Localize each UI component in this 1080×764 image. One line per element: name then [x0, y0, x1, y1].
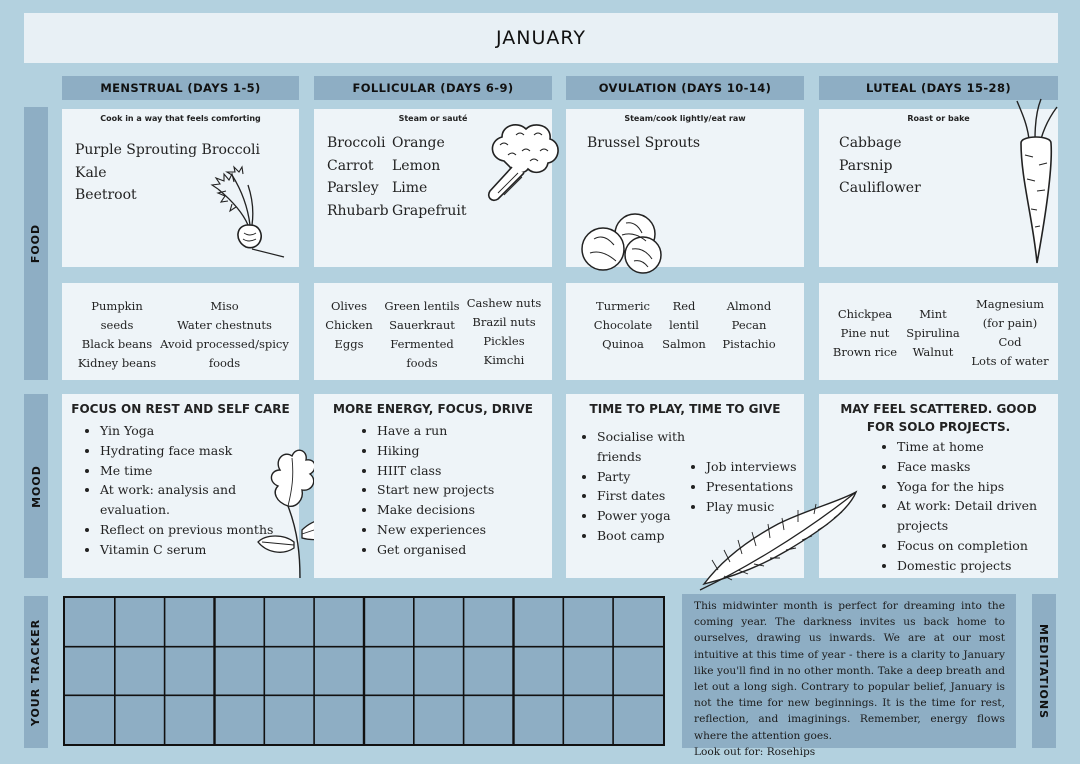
vegetable-list-1 — [327, 132, 389, 222]
list-item: Parsnip — [839, 157, 893, 174]
list-item: • Focus on completion — [897, 536, 1053, 556]
pantry-columns — [590, 297, 786, 353]
list-item: Carrot — [327, 157, 374, 174]
pantry-column — [74, 297, 160, 373]
food-card-follicular — [314, 109, 552, 267]
list-item: Black beans — [81, 337, 153, 351]
mood-card-menstrual — [62, 394, 299, 578]
list-item: • Power yoga — [597, 506, 697, 526]
pantry-columns — [74, 297, 289, 373]
list-item: • Start new projects — [377, 480, 494, 500]
list-item: Lime — [392, 180, 428, 196]
vegetable-list-2 — [392, 132, 466, 222]
list-item: Orange — [392, 135, 445, 151]
pantry-column — [590, 297, 656, 353]
list-item: • Party — [597, 467, 697, 487]
list-item: • First dates — [597, 486, 697, 506]
list-item: Mint — [919, 306, 947, 321]
feather-illustration — [698, 488, 860, 592]
list-item: Parsley — [327, 180, 379, 196]
list-item: Quinoa — [602, 336, 644, 351]
list-item: • Vitamin C serum — [100, 540, 296, 560]
pantry-columns — [829, 295, 1055, 371]
list-item: • Make decisions — [377, 500, 494, 520]
list-item: • Time at home — [897, 437, 1053, 457]
look-out-for: Look out for: Rosehips — [694, 745, 816, 758]
list-item: Purple Sprouting Broccoli — [75, 142, 261, 158]
list-item: Chickpea — [837, 306, 893, 321]
list-item: Fermented foods — [390, 337, 454, 370]
pantry-column — [712, 297, 786, 353]
vegetable-list — [587, 132, 700, 155]
side-label-mood: MOOD — [24, 394, 48, 578]
list-item: Chicken — [325, 318, 373, 332]
mood-list-1 — [597, 427, 697, 546]
side-label-tracker: YOUR TRACKER — [24, 596, 48, 748]
list-item: Sauerkraut — [389, 318, 455, 332]
list-item: Turmeric — [596, 298, 650, 313]
list-item: Pine nut — [840, 325, 890, 340]
beetroot-illustration — [208, 171, 288, 257]
list-item: • Yin Yoga — [100, 421, 296, 441]
list-item: Kidney beans — [77, 356, 157, 370]
pantry-column — [656, 297, 712, 353]
side-label-meditations: MEDITATIONS — [1032, 594, 1056, 748]
meditation-text-box — [682, 594, 1016, 758]
list-item: • New experiences — [377, 520, 494, 540]
list-item: Pecan — [731, 317, 767, 332]
mood-list — [377, 421, 494, 560]
mood-title: MAY FEEL SCATTERED. GOOD FOR SOLO PROJECTS. — [840, 402, 1037, 434]
tracker-grid-lines — [65, 598, 663, 744]
list-item: • Have a run — [377, 421, 494, 441]
list-item: • Hydrating face mask — [100, 441, 296, 461]
pantry-column — [382, 297, 462, 373]
pantry-columns — [316, 297, 550, 373]
pantry-column — [316, 297, 382, 373]
list-item: Pickles — [483, 334, 525, 348]
cooking-note: Steam/cook lightly/eat raw — [624, 114, 746, 123]
list-item: Pumpkin seeds — [91, 299, 143, 332]
list-item: Red lentil — [669, 298, 699, 332]
meditation-paragraph: This midwinter month is perfect for dreaming into the coming year. The darkness invites us back home to ourselves, drawing us inwards. We are at our most intuitive at this time of year - there is a clarity to January like you'll find in no other month. Take a deep breath and let out a long sigh. Contrary to popular belief, January is not the time for new beginnings. It is the time for rest, reflection, and imaginings. Remember, energy flows where the attention goes. — [694, 600, 1005, 742]
list-item: Spirulina — [906, 325, 960, 340]
list-item: Miso — [210, 299, 239, 313]
pantry-column — [965, 295, 1055, 371]
list-item: • Yoga for the hips — [897, 477, 1053, 497]
food-card-ovulation — [566, 109, 804, 267]
list-item: • Hiking — [377, 441, 494, 461]
brussel-sprouts-illustration — [580, 209, 670, 273]
mood-list — [897, 437, 1053, 576]
pantry-card-follicular — [314, 283, 552, 380]
list-item: • Reflect on previous months — [100, 520, 296, 540]
food-card-menstrual — [62, 109, 299, 267]
pantry-column — [901, 295, 965, 371]
list-item: Walnut — [912, 344, 954, 359]
pantry-column — [160, 297, 289, 373]
list-item: Eggs — [334, 337, 364, 351]
list-item: Cashew nuts — [466, 296, 542, 310]
phase-header-menstrual: MENSTRUAL (DAYS 1-5) — [62, 76, 299, 100]
list-item: Grapefruit — [392, 202, 467, 219]
list-item: Pistachio — [722, 336, 776, 351]
phase-header-follicular: FOLLICULAR (DAYS 6-9) — [314, 76, 552, 100]
list-item: Rhubarb — [327, 202, 389, 219]
list-item: Cod — [998, 335, 1022, 349]
list-item: Magnesium (for pain) — [975, 297, 1045, 330]
list-item: • Domestic projects — [897, 556, 1053, 576]
tracker-grid[interactable] — [63, 596, 665, 746]
phase-header-ovulation: OVULATION (DAYS 10-14) — [566, 76, 804, 100]
mood-card-follicular — [314, 394, 552, 578]
list-item: Lemon — [392, 157, 441, 174]
list-item: • At work: analysis and evaluation. — [100, 480, 296, 520]
list-item: Cauliflower — [839, 180, 921, 196]
list-item: Salmon — [662, 336, 706, 351]
list-item: Brown rice — [832, 344, 898, 359]
list-item: • Me time — [100, 461, 296, 481]
pantry-column — [462, 294, 546, 373]
list-item: • Boot camp — [597, 526, 697, 546]
mood-title: MORE ENERGY, FOCUS, DRIVE — [333, 402, 533, 416]
page-title: JANUARY — [24, 13, 1058, 63]
broccoli-illustration — [482, 121, 564, 207]
list-item: Lots of water — [971, 354, 1049, 368]
list-item: Brazil nuts — [472, 315, 536, 329]
food-card-luteal — [819, 109, 1058, 267]
mood-title: TIME TO PLAY, TIME TO GIVE — [589, 402, 781, 416]
list-item: • Socialise with friends — [597, 427, 697, 467]
phase-header-luteal: LUTEAL (DAYS 15-28) — [819, 76, 1058, 100]
list-item: Green lentils — [384, 299, 460, 313]
list-item: Almond — [726, 298, 772, 313]
cooking-note: Roast or bake — [907, 114, 970, 123]
list-item: Brussel Sprouts — [587, 135, 701, 151]
list-item: • Presentations — [706, 477, 797, 497]
cooking-note: Cook in a way that feels comforting — [100, 114, 261, 123]
mood-title: FOCUS ON REST AND SELF CARE — [71, 402, 290, 416]
list-item: Olives — [331, 299, 367, 313]
list-item: Water chestnuts — [177, 318, 272, 332]
list-item: Cabbage — [839, 135, 902, 151]
list-item: • Play music — [706, 497, 797, 517]
list-item: Beetroot — [75, 187, 137, 203]
side-label-food: FOOD — [24, 107, 48, 380]
list-item: • Job interviews — [706, 457, 797, 477]
list-item: • At work: Detail driven projects — [897, 496, 1053, 536]
list-item: Kale — [75, 164, 107, 181]
list-item: • Get organised — [377, 540, 494, 560]
cooking-note: Steam or sauté — [398, 114, 468, 123]
list-item: Kimchi — [483, 353, 525, 367]
pantry-card-menstrual — [62, 283, 299, 380]
pantry-card-ovulation — [566, 283, 804, 380]
list-item: Avoid processed/spicy foods — [160, 337, 289, 370]
list-item: • Face masks — [897, 457, 1053, 477]
pantry-column — [829, 295, 901, 371]
list-item: • HIIT class — [377, 461, 494, 481]
parsnip-illustration — [1011, 99, 1061, 265]
vegetable-list — [839, 132, 921, 200]
pantry-card-luteal — [819, 283, 1058, 380]
list-item: Broccoli — [327, 135, 386, 151]
list-item: Chocolate — [593, 317, 653, 332]
